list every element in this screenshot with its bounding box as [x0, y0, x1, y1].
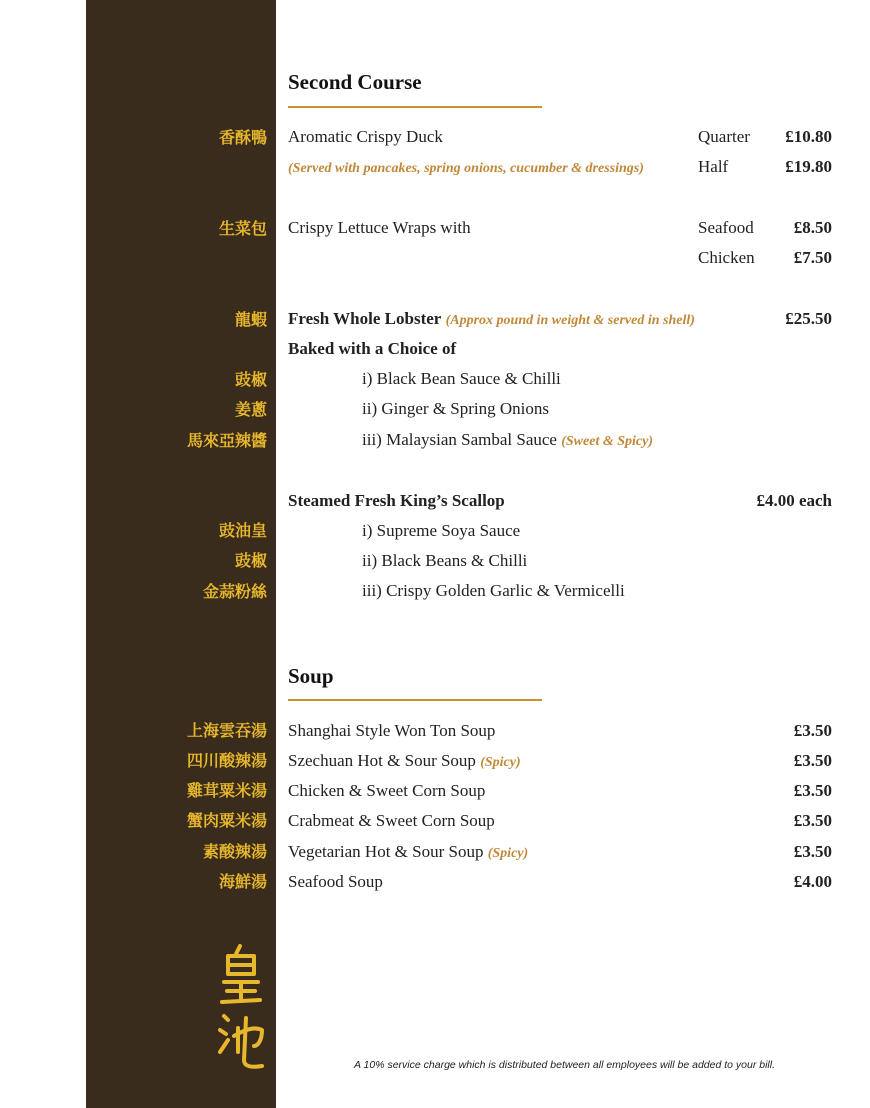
price: £3.50 — [793, 721, 832, 740]
section-heading-second-course: Second Course — [288, 70, 422, 94]
option-chinese-name: 姜蔥 — [234, 400, 267, 419]
dish-chinese-name: 香酥鴨 — [218, 128, 267, 147]
soup-chinese-name: 雞茸粟米湯 — [186, 781, 267, 800]
size-label: Half — [698, 157, 729, 176]
option-text: i) Black Bean Sauce & Chilli — [362, 369, 561, 388]
soup-name: Chicken & Sweet Corn Soup — [288, 781, 486, 800]
option-line — [362, 429, 653, 453]
heading-rule — [288, 699, 542, 701]
dish-chinese-name: 龍蝦 — [234, 310, 267, 329]
soup-chinese-name: 素酸辣湯 — [202, 842, 267, 861]
soup-chinese-name: 海鮮湯 — [218, 872, 267, 891]
option-note: (Sweet & Spicy) — [561, 434, 653, 449]
option-chinese-name: 金蒜粉絲 — [202, 582, 267, 601]
soup-line — [288, 810, 495, 832]
option-text: ii) Ginger & Spring Onions — [362, 399, 549, 418]
heading-rule — [288, 106, 542, 108]
soup-note: (Spicy) — [487, 846, 529, 861]
restaurant-logo-seal — [210, 940, 274, 1076]
service-charge-note: A 10% service charge which is distributed between all employees will be added to your bill. — [354, 1059, 775, 1071]
section-heading-soup: Soup — [288, 664, 334, 688]
price: £3.50 — [793, 811, 832, 830]
option-chinese-name: 豉油皇 — [218, 521, 267, 540]
dish-name: Fresh Whole Lobster — [288, 309, 442, 328]
option-label: Chicken — [698, 248, 755, 267]
price: £25.50 — [785, 309, 832, 328]
soup-chinese-name: 上海雲吞湯 — [186, 721, 267, 740]
dish-name: Crispy Lettuce Wraps with — [288, 218, 471, 237]
price: £10.80 — [785, 127, 832, 146]
option-chinese-name: 豉椒 — [234, 551, 267, 570]
price: £19.80 — [785, 157, 832, 176]
soup-chinese-name: 四川酸辣湯 — [186, 751, 267, 770]
dish-subtitle: Baked with a Choice of — [288, 339, 457, 358]
soup-note: (Spicy) — [480, 755, 521, 770]
soup-name: Seafood Soup — [288, 872, 383, 891]
dish-note: (Approx pound in weight & served in shell) — [445, 313, 695, 328]
dish-chinese-name: 生菜包 — [218, 219, 267, 238]
soup-line — [288, 871, 383, 893]
option-text: ii) Black Beans & Chilli — [362, 551, 528, 570]
price: £4.00 each — [756, 491, 832, 510]
price: £8.50 — [793, 218, 832, 237]
dish-name: Steamed Fresh King’s Scallop — [288, 491, 505, 510]
price: £7.50 — [793, 248, 832, 267]
price: £3.50 — [793, 751, 832, 770]
soup-line — [288, 750, 521, 774]
soup-name: Szechuan Hot & Sour Soup — [288, 751, 476, 770]
option-label: Seafood — [698, 218, 754, 237]
soup-line — [288, 780, 485, 802]
option-chinese-name: 豉椒 — [234, 370, 267, 389]
soup-chinese-name: 蟹肉粟米湯 — [186, 811, 267, 830]
soup-name: Shanghai Style Won Ton Soup — [288, 721, 496, 740]
dish-line — [288, 308, 695, 332]
option-chinese-name: 馬來亞辣醬 — [186, 431, 267, 450]
price: £3.50 — [793, 842, 832, 861]
soup-name: Crabmeat & Sweet Corn Soup — [288, 811, 495, 830]
option-text: i) Supreme Soya Sauce — [362, 521, 521, 540]
dish-note: (Served with pancakes, spring onions, cucumber & dressings) — [288, 161, 644, 176]
option-text: iii) Malaysian Sambal Sauce — [362, 430, 557, 449]
option-text: iii) Crispy Golden Garlic & Vermicelli — [362, 581, 625, 600]
price: £3.50 — [793, 781, 832, 800]
soup-name: Vegetarian Hot & Sour Soup — [288, 842, 484, 861]
soup-line — [288, 841, 528, 865]
size-label: Quarter — [698, 127, 750, 146]
soup-line — [288, 720, 495, 742]
price: £4.00 — [793, 872, 832, 891]
dish-name: Aromatic Crispy Duck — [288, 127, 443, 146]
